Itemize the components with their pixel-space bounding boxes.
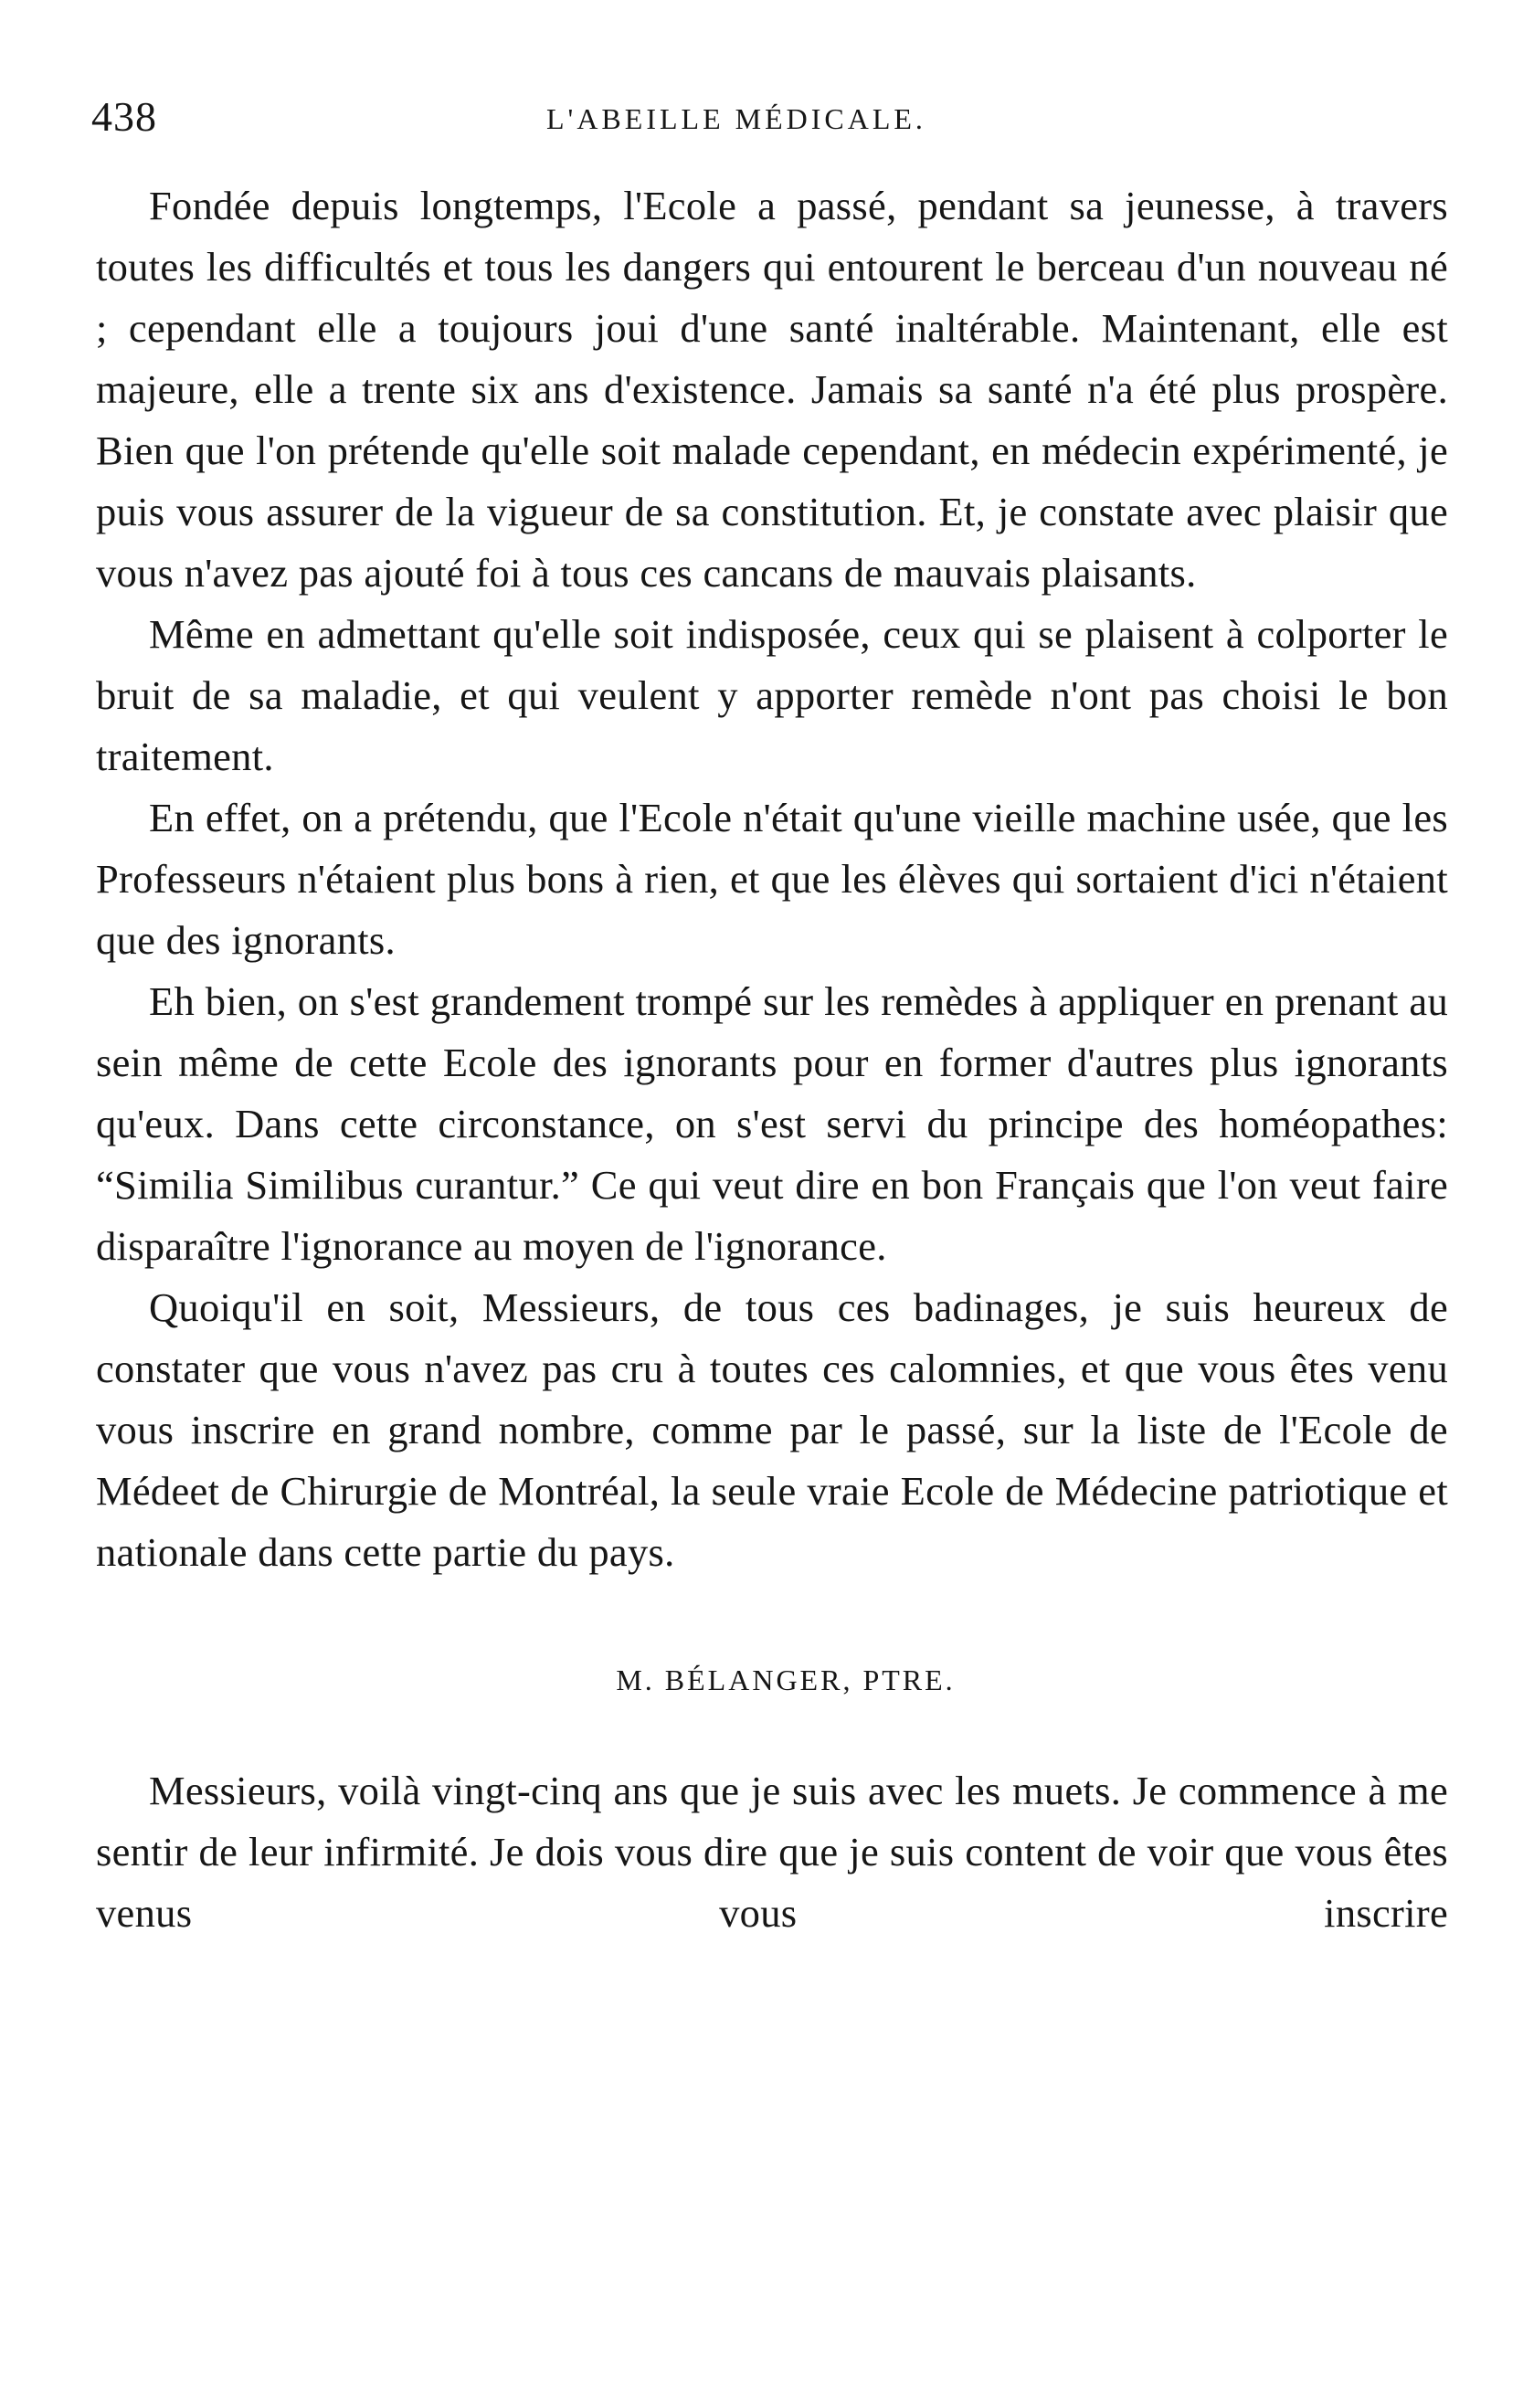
running-head: [91, 90, 1444, 144]
paragraph-school-health: Fondée depuis longtemps, l'Ecole a passé, pendant sa jeunesse, à travers toutes les difficultés et tous les dangers qui entourent le berceau d'un nouveau né ; cependant elle a toujours joui d'une santé inaltérable. Maintenant, elle est majeure, elle a trente six ans d'existence. Jamais sa santé n'a été plus prospère. Bien que l'on prétende qu'elle soit malade cependant, en médecin expérimenté, je puis vous assurer de la vigueur de sa constitution. Et, je constate avec plaisir que vous n'avez pas ajouté foi à tous ces cancans de mauvais plaisants.: [96, 183, 1448, 596]
page-number: 438: [91, 93, 157, 140]
body-text: [96, 175, 1448, 1944]
paragraph-homeopathy: Eh bien, on s'est grandement trompé sur les remèdes à appliquer en prenant au sein même de cette Ecole des ignorants pour en former d'autres plus ignorants qu'eux. Dans cette circonstance, on s'est servi du principe des homéopathes: “Similia Similibus curantur.” Ce qui veut dire en bon Français que l'on veut faire disparaître l'ignorance au moyen de l'ignorance.: [96, 978, 1448, 1269]
paragraph-enrolment: Quoiqu'il en soit, Messieurs, de tous ces badinages, je suis heureux de constater que vous n'avez pas cru à toutes ces calomnies, et que vous êtes venu vous inscrire en grand nombre, comme par le passé, sur la liste de l'Ecole de Médeet de Chirurgie de Montréal, la seule vraie Ecole de Médecine patriotique et nationale dans cette partie du pays.: [96, 1284, 1448, 1575]
running-title: L'ABEILLE MÉDICALE.: [546, 102, 926, 135]
paragraph-speech-start: Messieurs, voilà vingt-cinq ans que je suis avec les muets. Je commence à me sentir de leur infirmité. Je dois vous dire que je suis content de voir que vous êtes venus vous inscrire: [96, 1768, 1448, 1936]
paragraph-indisposed: Même en admettant qu'elle soit indisposée, ceux qui se plaisent à colporter le bruit de sa maladie, et qui veulent y apporter remède n'ont pas choisi le bon traitement.: [96, 611, 1448, 779]
paragraph-old-machine: En effet, on a prétendu, que l'Ecole n'était qu'une vieille machine usée, que les Professeurs n'étaient plus bons à rien, et que les élèves qui sortaient d'ici n'étaient que des ignorants.: [96, 795, 1448, 963]
speaker-heading: M. BÉLANGER, PTRE.: [616, 1663, 956, 1696]
